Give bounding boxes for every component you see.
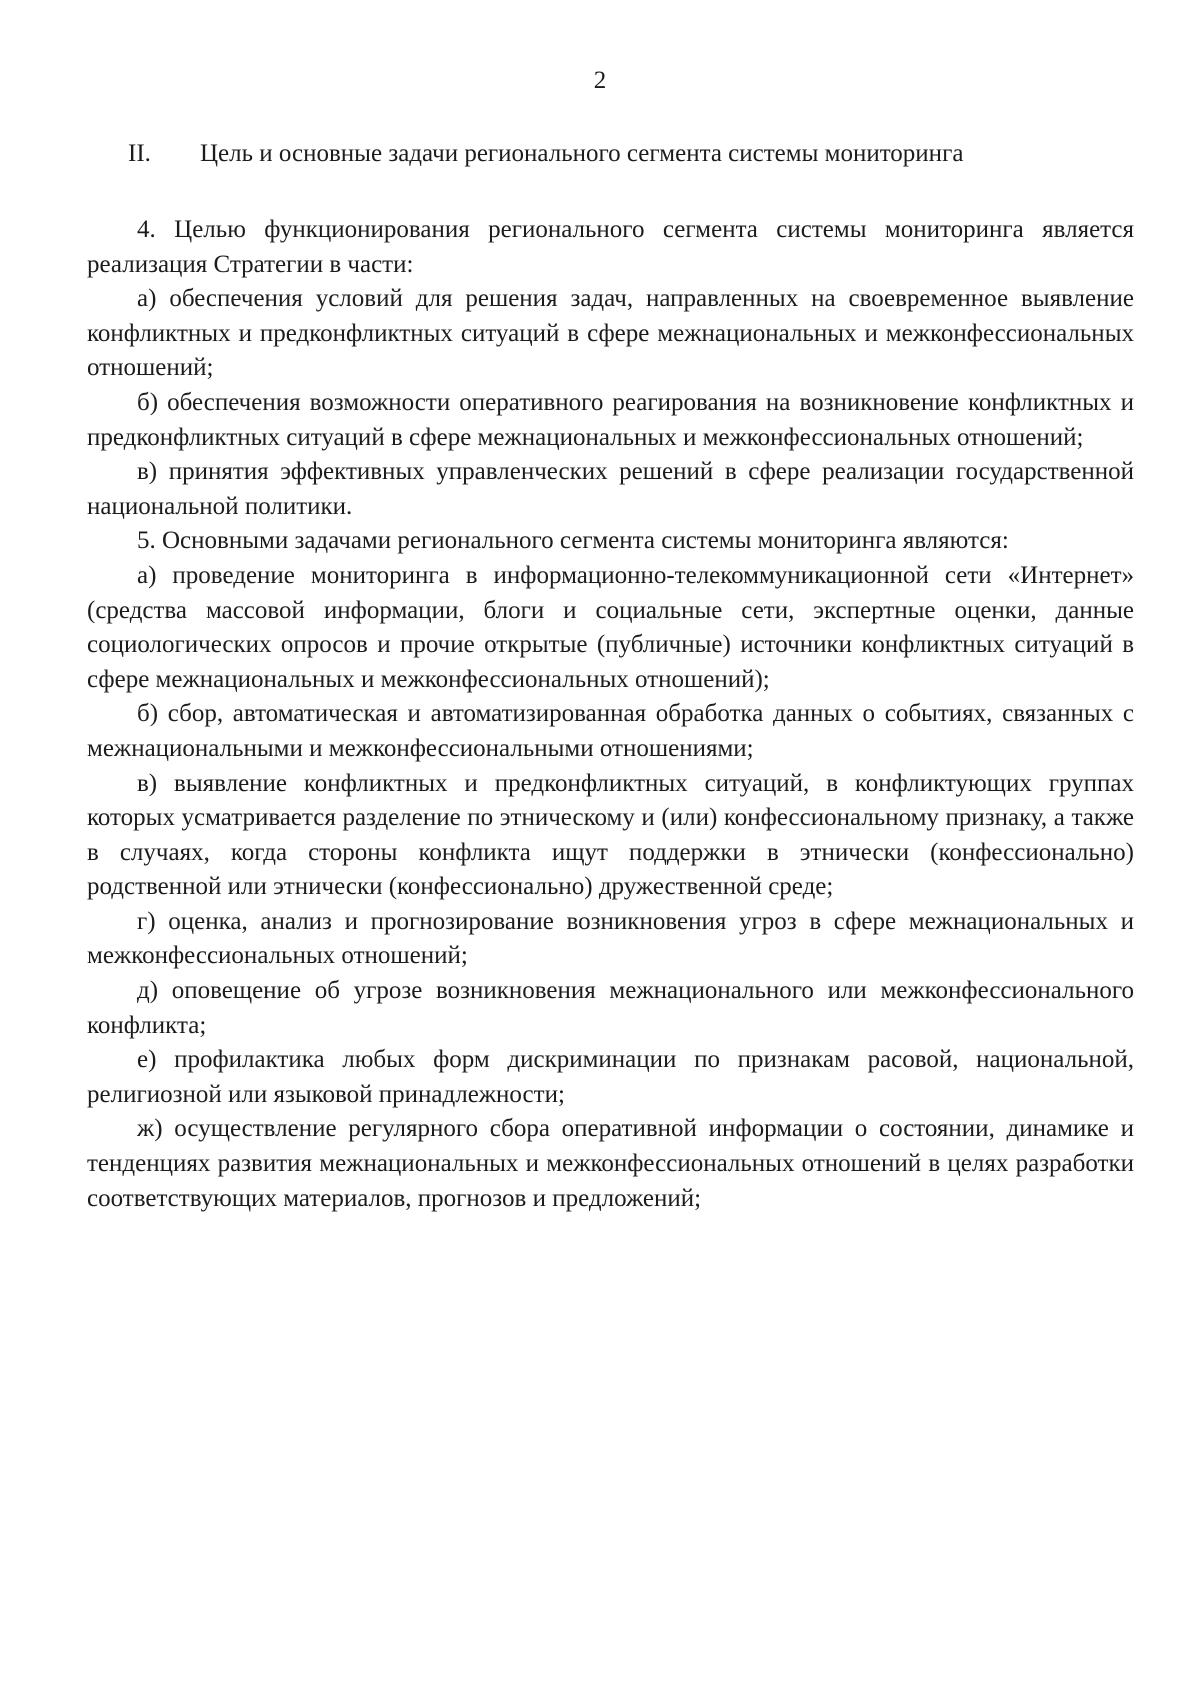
section-heading bbox=[128, 139, 1078, 169]
paragraph-5a: а) проведение мониторинга в информационно-телекоммуникационной сети «Интернет» (средства массовой информации, блоги и социальные сети, экспертные оценки, данные социологических опросов и прочие открытые (публичные) источники конфликтных ситуаций в сфере межнациональных и межконфессиональных отношений); bbox=[87, 561, 1134, 693]
paragraph-5: 5. Основными задачами регионального сегмента системы мониторинга являются: bbox=[137, 527, 1009, 555]
document-body bbox=[87, 213, 1134, 1216]
paragraph-4b: б) обеспечения возможности оперативного реагирования на возникновение конфликтных и предконфликтных ситуаций в сфере межнациональных и межконфессиональных отношений; bbox=[87, 388, 1134, 451]
page-number: 2 bbox=[593, 67, 607, 94]
paragraph-5d: д) оповещение об угрозе возникновения межнационального или межконфессионального конфликта; bbox=[87, 977, 1134, 1039]
paragraph-4a: а) обеспечения условий для решения задач, направленных на своевременное выявление конфликтных и предконфликтных ситуаций в сфере межнациональных и межконфессиональных отношений; bbox=[87, 285, 1134, 382]
paragraph-5v: в) выявление конфликтных и предконфликтных ситуаций, в конфликтующих группах которых усматривается разделение по этническому и (или) конфессиональному признаку, а также в случаях, когда стороны конфликта ищут поддержки в этнически (конфессионально) родственной или этнически (конфессионально) дружественной среде; bbox=[87, 769, 1134, 901]
paragraph-5g: г) оценка, анализ и прогнозирование возникновения угроз в сфере межнациональных и межконфессиональных отношений; bbox=[87, 907, 1134, 970]
paragraph-5e: е) профилактика любых форм дискриминации по признакам расовой, национальной, религиозной или языковой принадлежности; bbox=[87, 1046, 1134, 1108]
section-title: Цель и основные задачи регионального сегмента системы мониторинга bbox=[200, 140, 964, 167]
paragraph-4: 4. Целью функционирования регионального сегмента системы мониторинга является реализация Стратегии в части: bbox=[87, 216, 1134, 278]
section-number: II. bbox=[128, 140, 151, 167]
paragraph-4v: в) принятия эффективных управленческих решений в сфере реализации государственной национальной политики. bbox=[87, 458, 1134, 520]
paragraph-5b: б) сбор, автоматическая и автоматизированная обработка данных о событиях, связанных с межнациональными и межконфессиональными отношениями; bbox=[87, 700, 1134, 762]
paragraph-5zh: ж) осуществление регулярного сбора оперативной информации о состоянии, динамике и тенденциях развития межнациональных и межконфессиональных отношений в целях разработки соответствующих материалов, прогнозов и предложений; bbox=[87, 1115, 1134, 1212]
